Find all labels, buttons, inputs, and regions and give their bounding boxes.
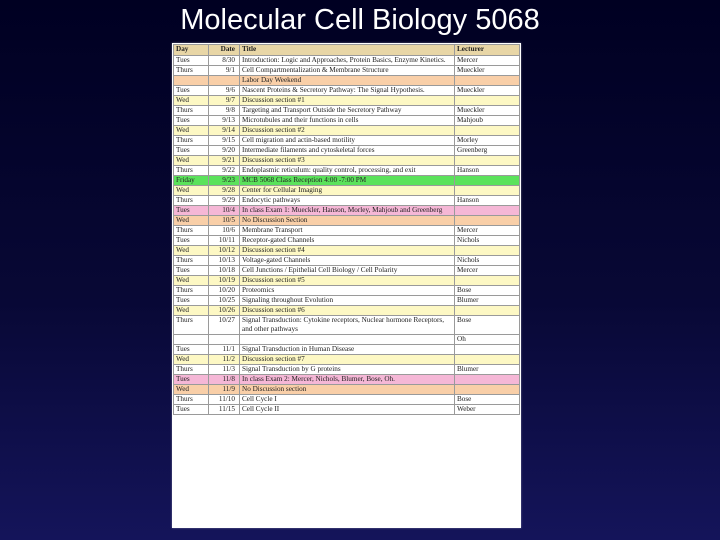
- cell-date: 9/14: [209, 126, 240, 136]
- cell-lecturer: [455, 186, 520, 196]
- cell-day: Tues: [174, 375, 209, 385]
- cell-date: [209, 335, 240, 345]
- schedule-table: [173, 44, 520, 415]
- table-row: [174, 196, 520, 206]
- table-row: [174, 216, 520, 226]
- table-row: [174, 206, 520, 216]
- table-row: [174, 106, 520, 116]
- table-row: [174, 335, 520, 345]
- cell-lecturer: [455, 206, 520, 216]
- table-row: [174, 156, 520, 166]
- cell-title: Discussion section #7: [240, 355, 455, 365]
- slide-title: Molecular Cell Biology 5068: [180, 4, 540, 36]
- cell-lecturer: [455, 126, 520, 136]
- cell-title: Membrane Transport: [240, 226, 455, 236]
- cell-title: Endoplasmic reticulum: quality control, processing, and exit: [240, 166, 455, 176]
- cell-title: Center for Cellular Imaging: [240, 186, 455, 196]
- cell-day: Wed: [174, 306, 209, 316]
- table-row: [174, 286, 520, 296]
- cell-lecturer: Mueckler: [455, 86, 520, 96]
- cell-lecturer: Hanson: [455, 166, 520, 176]
- cell-day: Wed: [174, 186, 209, 196]
- table-row: [174, 176, 520, 186]
- cell-title: Signal Transduction in Human Disease: [240, 345, 455, 355]
- header-day: Day: [174, 45, 209, 56]
- cell-lecturer: [455, 246, 520, 256]
- cell-date: 11/15: [209, 405, 240, 415]
- cell-lecturer: [455, 345, 520, 355]
- cell-day: Wed: [174, 246, 209, 256]
- cell-title: Signaling throughout Evolution: [240, 296, 455, 306]
- cell-day: Tues: [174, 266, 209, 276]
- table-header-row: [174, 45, 520, 56]
- cell-title: Labor Day Weekend: [240, 76, 455, 86]
- cell-date: 11/8: [209, 375, 240, 385]
- cell-lecturer: [455, 385, 520, 395]
- header-date: Date: [209, 45, 240, 56]
- cell-day: Thurs: [174, 316, 209, 335]
- cell-date: 9/1: [209, 66, 240, 76]
- cell-lecturer: Mueckler: [455, 66, 520, 76]
- cell-day: Tues: [174, 405, 209, 415]
- cell-day: Tues: [174, 86, 209, 96]
- cell-date: 10/19: [209, 276, 240, 286]
- cell-lecturer: [455, 375, 520, 385]
- cell-date: [209, 76, 240, 86]
- cell-date: 10/11: [209, 236, 240, 246]
- cell-date: 9/6: [209, 86, 240, 96]
- cell-lecturer: [455, 276, 520, 286]
- cell-title: [240, 335, 455, 345]
- table-row: [174, 116, 520, 126]
- header-title: Title: [240, 45, 455, 56]
- cell-date: 10/6: [209, 226, 240, 236]
- cell-date: 9/23: [209, 176, 240, 186]
- cell-lecturer: Mercer: [455, 56, 520, 66]
- cell-lecturer: Blumer: [455, 365, 520, 375]
- cell-title: Discussion section #3: [240, 156, 455, 166]
- cell-date: 11/2: [209, 355, 240, 365]
- table-row: [174, 186, 520, 196]
- cell-title: Introduction: Logic and Approaches, Protein Basics, Enzyme Kinetics.: [240, 56, 455, 66]
- cell-lecturer: Oh: [455, 335, 520, 345]
- table-row: [174, 266, 520, 276]
- cell-day: Tues: [174, 296, 209, 306]
- table-row: [174, 395, 520, 405]
- table-row: [174, 76, 520, 86]
- header-lecturer: Lecturer: [455, 45, 520, 56]
- table-row: [174, 56, 520, 66]
- table-row: [174, 146, 520, 156]
- cell-day: [174, 335, 209, 345]
- table-row: [174, 226, 520, 236]
- cell-lecturer: Greenberg: [455, 146, 520, 156]
- cell-day: Wed: [174, 126, 209, 136]
- cell-lecturer: [455, 306, 520, 316]
- table-row: [174, 276, 520, 286]
- cell-day: Thurs: [174, 196, 209, 206]
- cell-date: 10/4: [209, 206, 240, 216]
- cell-day: Wed: [174, 96, 209, 106]
- table-row: [174, 405, 520, 415]
- cell-day: Wed: [174, 156, 209, 166]
- cell-lecturer: [455, 216, 520, 226]
- cell-date: 10/25: [209, 296, 240, 306]
- cell-lecturer: [455, 156, 520, 166]
- cell-title: Targeting and Transport Outside the Secretory Pathway: [240, 106, 455, 116]
- cell-day: Thurs: [174, 226, 209, 236]
- table-row: [174, 365, 520, 375]
- cell-lecturer: Hanson: [455, 196, 520, 206]
- cell-day: Tues: [174, 56, 209, 66]
- table-row: [174, 166, 520, 176]
- table-row: [174, 316, 520, 335]
- cell-lecturer: [455, 355, 520, 365]
- cell-date: 9/29: [209, 196, 240, 206]
- cell-day: Wed: [174, 216, 209, 226]
- cell-lecturer: Mahjoub: [455, 116, 520, 126]
- cell-title: In class Exam 2: Mercer, Nichols, Blumer, Bose, Oh.: [240, 375, 455, 385]
- cell-date: 10/18: [209, 266, 240, 276]
- cell-date: 11/3: [209, 365, 240, 375]
- cell-title: Microtubules and their functions in cells: [240, 116, 455, 126]
- cell-day: Tues: [174, 146, 209, 156]
- table-row: [174, 306, 520, 316]
- table-row: [174, 256, 520, 266]
- cell-day: Thurs: [174, 106, 209, 116]
- table-row: [174, 236, 520, 246]
- cell-title: Signal Transduction: Cytokine receptors, Nuclear hormone Receptors, and other pathways: [240, 316, 455, 335]
- cell-title: Receptor-gated Channels: [240, 236, 455, 246]
- cell-date: 8/30: [209, 56, 240, 66]
- cell-title: Cell Compartmentalization & Membrane Structure: [240, 66, 455, 76]
- table-row: [174, 345, 520, 355]
- cell-title: Discussion section #1: [240, 96, 455, 106]
- cell-lecturer: [455, 96, 520, 106]
- cell-title: Proteomics: [240, 286, 455, 296]
- cell-lecturer: Bose: [455, 316, 520, 335]
- cell-day: [174, 76, 209, 86]
- cell-lecturer: Morley: [455, 136, 520, 146]
- cell-date: 10/20: [209, 286, 240, 296]
- table-row: [174, 385, 520, 395]
- cell-day: Thurs: [174, 256, 209, 266]
- cell-lecturer: Mueckler: [455, 106, 520, 116]
- table-row: [174, 96, 520, 106]
- cell-day: Tues: [174, 206, 209, 216]
- cell-title: No Discussion Section: [240, 216, 455, 226]
- cell-title: No Discussion section: [240, 385, 455, 395]
- cell-title: Intermediate filaments and cytoskeletal forces: [240, 146, 455, 156]
- cell-lecturer: Blumer: [455, 296, 520, 306]
- cell-date: 10/12: [209, 246, 240, 256]
- cell-lecturer: Nichols: [455, 236, 520, 246]
- cell-date: 9/22: [209, 166, 240, 176]
- cell-lecturer: [455, 76, 520, 86]
- cell-date: 10/26: [209, 306, 240, 316]
- cell-day: Thurs: [174, 136, 209, 146]
- cell-title: In class Exam 1: Mueckler, Hanson, Morley, Mahjoub and Greenberg: [240, 206, 455, 216]
- cell-day: Thurs: [174, 395, 209, 405]
- cell-date: 11/10: [209, 395, 240, 405]
- cell-title: Cell migration and actin-based motility: [240, 136, 455, 146]
- cell-day: Wed: [174, 385, 209, 395]
- cell-day: Thurs: [174, 286, 209, 296]
- cell-day: Thurs: [174, 166, 209, 176]
- cell-date: 11/1: [209, 345, 240, 355]
- cell-lecturer: Bose: [455, 286, 520, 296]
- cell-day: Thurs: [174, 365, 209, 375]
- cell-day: Wed: [174, 276, 209, 286]
- cell-title: Discussion section #6: [240, 306, 455, 316]
- cell-lecturer: Nichols: [455, 256, 520, 266]
- cell-date: 9/7: [209, 96, 240, 106]
- table-row: [174, 296, 520, 306]
- cell-date: 10/13: [209, 256, 240, 266]
- cell-day: Thurs: [174, 66, 209, 76]
- cell-day: Tues: [174, 116, 209, 126]
- cell-date: 9/28: [209, 186, 240, 196]
- cell-title: Cell Cycle II: [240, 405, 455, 415]
- cell-title: MCB 5068 Class Reception 4:00 -7:00 PM: [240, 176, 455, 186]
- table-row: [174, 355, 520, 365]
- cell-title: Nascent Proteins & Secretory Pathway: The Signal Hypothesis.: [240, 86, 455, 96]
- table-row: [174, 246, 520, 256]
- cell-day: Tues: [174, 236, 209, 246]
- cell-title: Discussion section #2: [240, 126, 455, 136]
- cell-date: 9/8: [209, 106, 240, 116]
- cell-title: Signal Transduction by G proteins: [240, 365, 455, 375]
- cell-title: Endocytic pathways: [240, 196, 455, 206]
- cell-date: 9/21: [209, 156, 240, 166]
- table-row: [174, 375, 520, 385]
- cell-day: Wed: [174, 355, 209, 365]
- cell-date: 9/13: [209, 116, 240, 126]
- cell-lecturer: Bose: [455, 395, 520, 405]
- schedule-body: [174, 56, 520, 415]
- cell-date: 11/9: [209, 385, 240, 395]
- cell-day: Friday: [174, 176, 209, 186]
- cell-title: Cell Junctions / Epithelial Cell Biology / Cell Polarity: [240, 266, 455, 276]
- table-row: [174, 126, 520, 136]
- cell-title: Discussion section #5: [240, 276, 455, 286]
- table-row: [174, 66, 520, 76]
- cell-title: Voltage-gated Channels: [240, 256, 455, 266]
- cell-lecturer: Mercer: [455, 226, 520, 236]
- cell-date: 9/15: [209, 136, 240, 146]
- cell-date: 10/5: [209, 216, 240, 226]
- cell-day: Tues: [174, 345, 209, 355]
- schedule-document: [172, 43, 521, 528]
- table-row: [174, 86, 520, 96]
- cell-lecturer: [455, 176, 520, 186]
- cell-date: 9/20: [209, 146, 240, 156]
- cell-title: Discussion section #4: [240, 246, 455, 256]
- cell-lecturer: Weber: [455, 405, 520, 415]
- cell-date: 10/27: [209, 316, 240, 335]
- table-row: [174, 136, 520, 146]
- cell-title: Cell Cycle I: [240, 395, 455, 405]
- cell-lecturer: Mercer: [455, 266, 520, 276]
